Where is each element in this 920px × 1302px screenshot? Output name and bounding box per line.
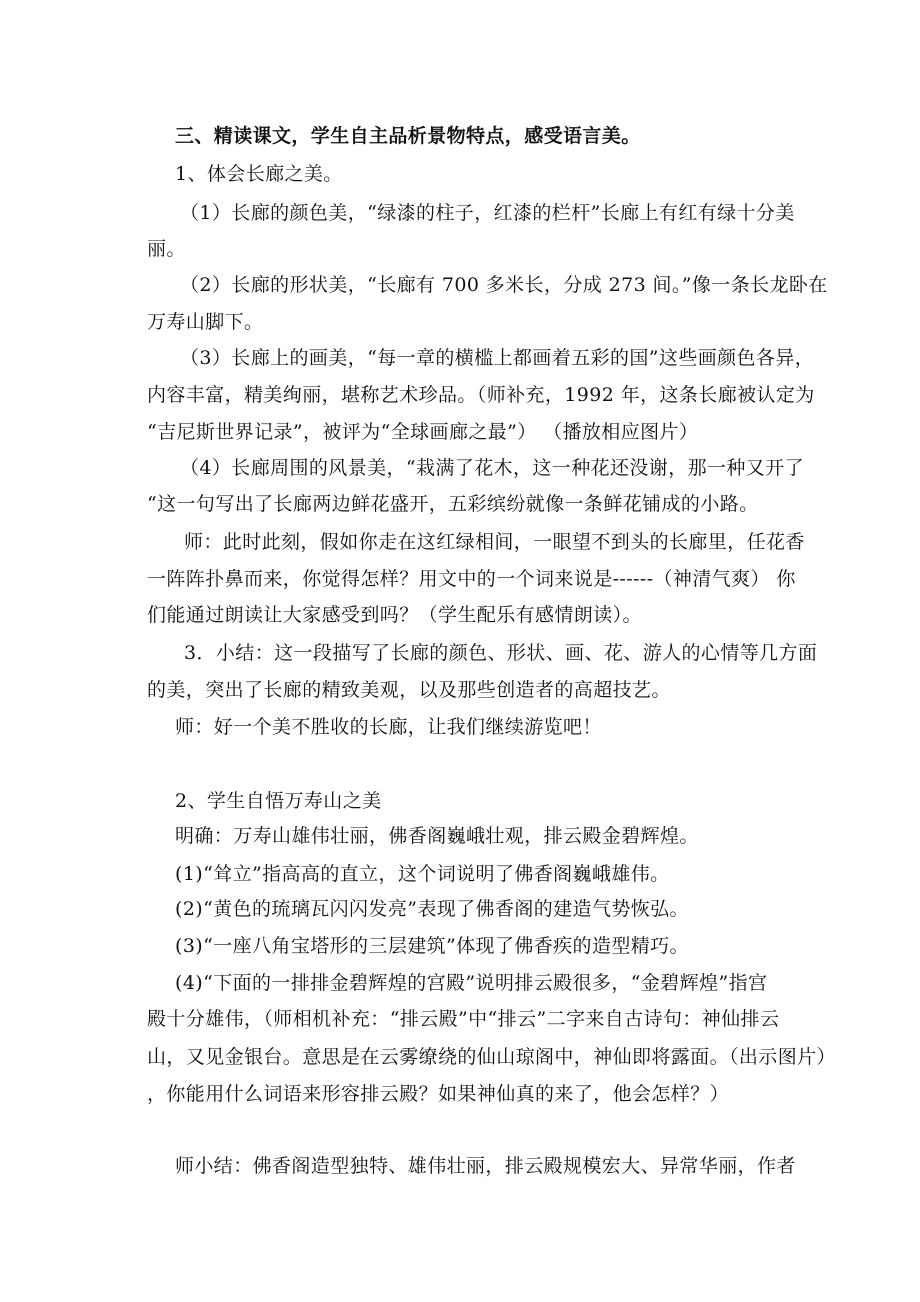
part1-item4-line1: （4）长廊周围的风景美，“栽满了花木，这一种花还没谢，那一种又开了 bbox=[180, 457, 805, 479]
transition-line: 师：好一个美不胜收的长廊，让我们继续游览吧！ bbox=[175, 716, 602, 738]
part1-item1-line2: 丽。 bbox=[147, 238, 186, 260]
teacher-question-line1: 师：此时此刻，假如你走在这红绿相间，一眼望不到头的长廊里，任花香 bbox=[184, 531, 805, 553]
part2-clarify: 明确：万寿山雄伟壮丽，佛香阁巍峨壮观，排云殿金碧辉煌。 bbox=[175, 825, 699, 847]
section-heading: 三、精读课文，学生自主品析景物特点，感受语言美。 bbox=[175, 125, 641, 147]
summary-line2: 的美，突出了长廊的精致美观，以及那些创造者的高超技艺。 bbox=[147, 679, 671, 701]
part1-item3-line2: 内容丰富，精美绚丽，堪称艺术珍品。（师补充，1992 年，这条长廊被认定为 bbox=[147, 384, 815, 406]
part2-item3: (3)“一座八角宝塔形的三层建筑”体现了佛香疾的造型精巧。 bbox=[175, 935, 689, 957]
teacher-question-line3: 们能通过朗读让大家感受到吗？（学生配乐有感情朗读）。 bbox=[147, 604, 642, 626]
part2-item4-line2: 殿十分雄伟，（师相机补充：“排云殿”中“排云”二字来自古诗句：神仙排云 bbox=[147, 1008, 780, 1030]
part1-title: 1、体会长廊之美。 bbox=[175, 163, 343, 185]
part2-item2: (2)“黄色的琉璃瓦闪闪发亮”表现了佛香阁的建造气势恢弘。 bbox=[175, 898, 689, 920]
part2-item4-line4: ，你能用什么词语来形容排云殿？如果神仙真的来了，他会怎样？） bbox=[147, 1083, 730, 1105]
part2-item4-line3: 山，又见金银台。意思是在云雾缭绕的仙山琼阁中，神仙即将露面。（出示图片） bbox=[147, 1046, 836, 1068]
part2-item4-line1: (4)“下面的一排排金碧辉煌的宫殿”说明排云殿很多，“金碧辉煌”指宫 bbox=[175, 972, 768, 994]
part2-item1: (1)“耸立”指高高的直立，这个词说明了佛香阁巍峨雄伟。 bbox=[175, 863, 670, 885]
teacher-question-line2: 一阵阵扑鼻而来，你觉得怎样？用文中的一个词来说是------（神清气爽） 你 bbox=[147, 568, 796, 590]
part1-item2-line1: （2）长廊的形状美，“长廊有 700 多米长，分成 273 间。”像一条长龙卧在 bbox=[180, 274, 828, 296]
teacher-summary: 师小结：佛香阁造型独特、雄伟壮丽，排云殿规模宏大、异常华丽，作者 bbox=[175, 1155, 796, 1177]
part1-item4-line2: “这一句写出了长廊两边鲜花盛开，五彩缤纷就像一条鲜花铺成的小路。 bbox=[147, 493, 759, 515]
part1-item2-line2: 万寿山脚下。 bbox=[147, 311, 264, 333]
summary-line1: 3．小结：这一段描写了长廊的颜色、形状、画、花、游人的心情等几方面 bbox=[184, 642, 818, 664]
part1-item3-line1: （3）长廊上的画美，“每一章的横槛上都画着五彩的国”这些画颜色各异， bbox=[180, 347, 815, 369]
part2-title: 2、学生自悟万寿山之美 bbox=[175, 790, 382, 812]
part1-item3-line3: “吉尼斯世界记录”，被评为“全球画廊之最”） （播放相应图片） bbox=[147, 421, 699, 443]
part1-item1-line1: （1）长廊的颜色美，“绿漆的柱子，红漆的栏杆”长廊上有红有绿十分美 bbox=[180, 202, 795, 224]
